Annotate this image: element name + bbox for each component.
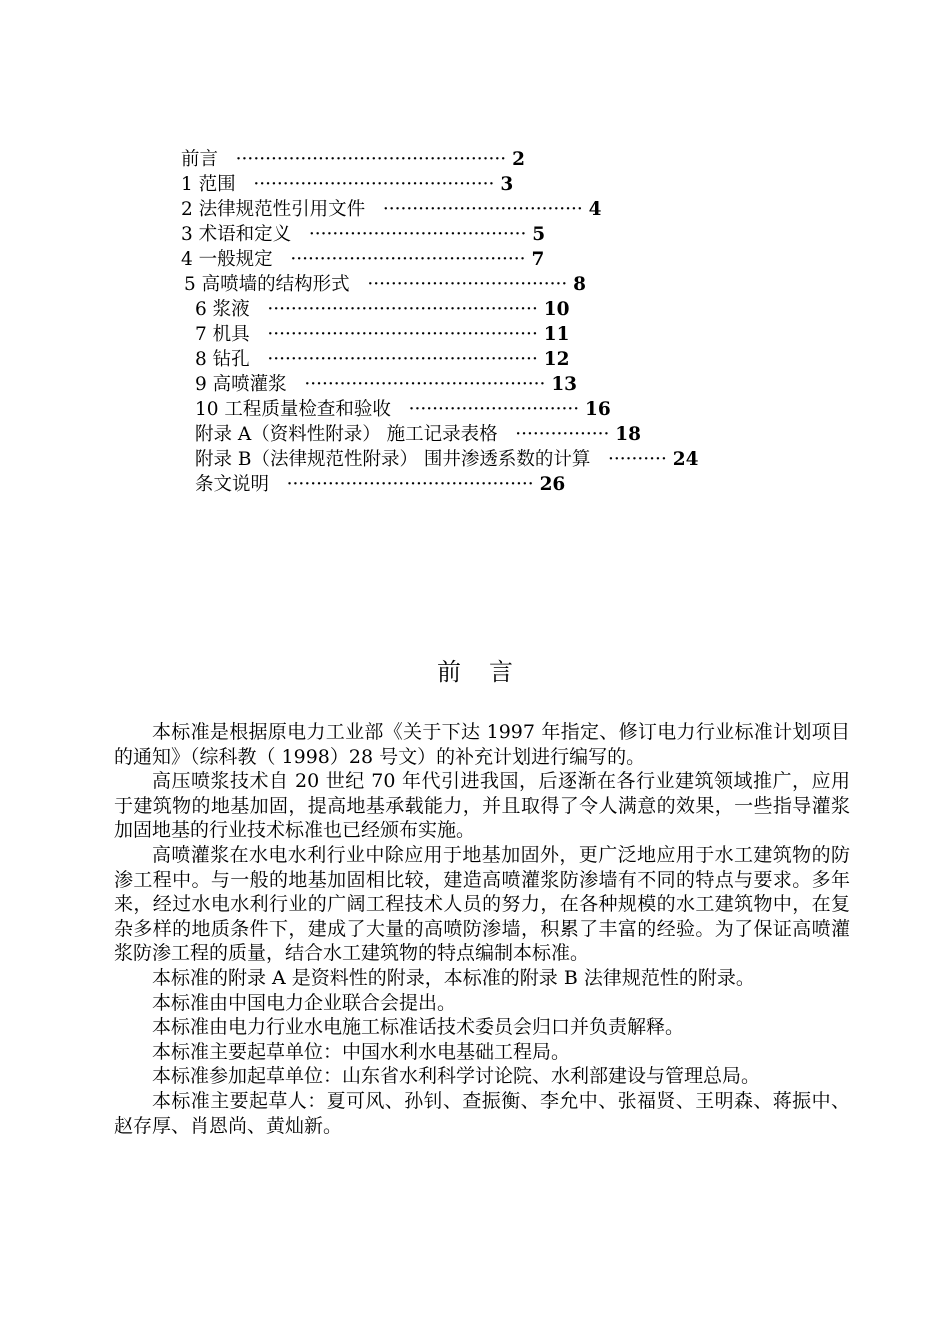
toc-page-number: 3 bbox=[500, 174, 514, 195]
toc-page-number: 10 bbox=[543, 299, 570, 320]
paragraph: 高喷灌浆在水电水利行业中除应用于地基加固外，更广泛地应用于水工建筑物的防渗工程中。与一般的地基加固相比较，建造高喷灌浆防渗墙有不同的特点与要求。多年来，经过水电水利行业的广阔工程技术人员的努力，在各种规模的水工建筑物中，在复杂多样的地质条件下，建成了大量的高喷防渗墙，积累了丰富的经验。为了保证高喷灌浆防渗工程的质量，结合水工建筑物的特点编制本标准。 bbox=[114, 843, 850, 965]
toc-label: 前言 bbox=[181, 149, 219, 170]
toc-page-number: 7 bbox=[531, 249, 545, 270]
toc-page-number: 24 bbox=[672, 449, 699, 470]
paragraph: 本标准的附录 A 是资料性的附录，本标准的附录 B 法律规范性的附录。 bbox=[152, 966, 755, 989]
toc-page-number: 13 bbox=[551, 374, 578, 395]
toc-label: 附录 B（法律规范性附录） 围井渗透系数的计算 bbox=[195, 449, 591, 470]
toc-label: 9 高喷灌浆 bbox=[195, 374, 287, 395]
toc-entry[interactable] bbox=[195, 347, 569, 372]
toc-entry[interactable] bbox=[181, 197, 602, 222]
toc-entry[interactable] bbox=[181, 147, 525, 172]
toc-label: 条文说明 bbox=[195, 474, 270, 495]
toc-leader: ········································ bbox=[290, 249, 526, 270]
toc-page-number: 12 bbox=[543, 349, 570, 370]
preface-body bbox=[114, 720, 850, 1138]
toc-leader: ·············································· bbox=[235, 149, 507, 170]
toc-label: 5 高喷墙的结构形式 bbox=[184, 274, 350, 295]
toc-leader: ·································· bbox=[382, 199, 583, 220]
toc-leader: ·············································· bbox=[267, 324, 538, 345]
toc-page-number: 16 bbox=[585, 399, 611, 420]
toc-label: 4 一般规定 bbox=[181, 249, 273, 270]
toc-page-number: 5 bbox=[532, 224, 546, 245]
toc-entry[interactable] bbox=[195, 322, 569, 347]
toc-label: 6 浆液 bbox=[195, 299, 250, 320]
toc-label: 2 法律规范性引用文件 bbox=[181, 199, 366, 220]
toc-leader: ········································· bbox=[253, 174, 495, 195]
toc-entry[interactable] bbox=[195, 372, 577, 397]
toc-page-number: 26 bbox=[539, 474, 566, 495]
toc-leader: ·································· bbox=[367, 274, 568, 295]
paragraph: 本标准参加起草单位：山东省水利科学讨论院、水利部建设与管理总局。 bbox=[152, 1065, 761, 1088]
toc-entry[interactable] bbox=[195, 422, 641, 447]
toc-leader: ·········································· bbox=[286, 474, 534, 495]
toc-label: 3 术语和定义 bbox=[181, 224, 292, 245]
toc-label: 10 工程质量检查和验收 bbox=[195, 399, 391, 420]
toc-label: 1 范围 bbox=[181, 174, 236, 195]
paragraph: 本标准主要起草人：夏可风、孙钊、查振衡、李允中、张福贤、王明森、蒋振中、赵存厚、肖恩尚、黄灿新。 bbox=[114, 1089, 850, 1137]
toc-entry[interactable] bbox=[195, 472, 565, 497]
toc-entry[interactable] bbox=[181, 247, 544, 272]
section-heading: 前言 bbox=[437, 658, 541, 686]
toc-label: 8 钻孔 bbox=[195, 349, 250, 370]
paragraph: 本标准由中国电力企业联合会提出。 bbox=[152, 991, 457, 1014]
paragraph: 高压喷浆技术自 20 世纪 70 年代引进我国，后逐渐在各行业建筑领域推广，应用于建筑物的地基加固，提高地基承载能力，并且取得了令人满意的效果，一些指导灌浆加固地基的行业技术标准也已经颁布实施。 bbox=[114, 770, 850, 842]
toc-leader: ········································· bbox=[304, 374, 546, 395]
toc-entry[interactable] bbox=[184, 272, 586, 297]
toc-page-number: 11 bbox=[543, 324, 570, 345]
toc-leader: ·············································· bbox=[267, 349, 538, 370]
toc-entry[interactable] bbox=[195, 297, 569, 322]
toc-leader: ·············································· bbox=[267, 299, 538, 320]
toc-entry[interactable] bbox=[195, 397, 611, 422]
toc-leader: ····································· bbox=[308, 224, 527, 245]
toc-page-number: 8 bbox=[573, 274, 587, 295]
paragraph: 本标准由电力行业水电施工标准话技术委员会归口并负责解释。 bbox=[152, 1016, 685, 1039]
toc-page-number: 4 bbox=[588, 199, 602, 220]
toc-page-number: 2 bbox=[512, 149, 525, 170]
toc-leader: ················ bbox=[515, 424, 610, 445]
toc-entry[interactable] bbox=[195, 447, 698, 472]
toc-entry[interactable] bbox=[181, 172, 513, 197]
toc-page-number: 18 bbox=[615, 424, 642, 445]
toc-label: 7 机具 bbox=[195, 324, 250, 345]
paragraph: 本标准是根据原电力工业部《关于下达 1997 年指定、修订电力行业标准计划项目的通知》（综科教（ 1998）28 号文）的补充计划进行编写的。 bbox=[114, 721, 850, 768]
toc-label: 附录 A（资料性附录） 施工记录表格 bbox=[195, 424, 498, 445]
toc-leader: ·········· bbox=[608, 449, 667, 470]
toc-leader: ····························· bbox=[408, 399, 580, 420]
toc-entry[interactable] bbox=[181, 222, 545, 247]
paragraph: 本标准主要起草单位：中国水利水电基础工程局。 bbox=[152, 1040, 571, 1063]
